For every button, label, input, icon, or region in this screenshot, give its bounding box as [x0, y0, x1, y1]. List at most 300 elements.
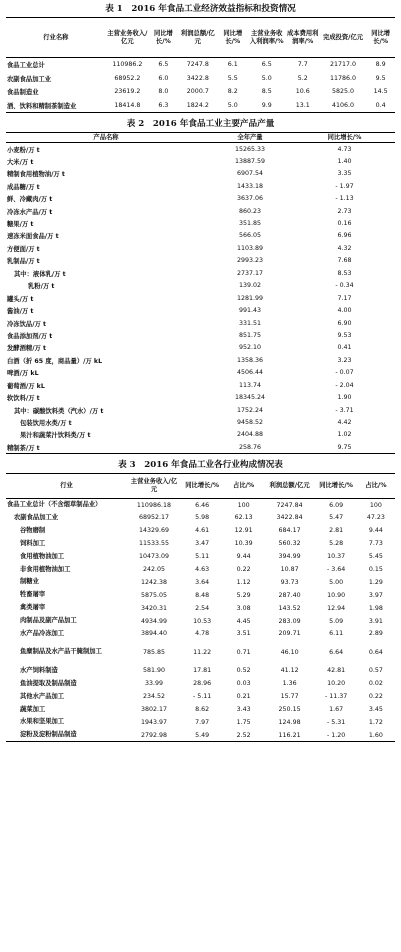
table-cell: 9.44 [236, 553, 251, 561]
table-cell: 12.94 [327, 604, 346, 612]
table-row [6, 499, 395, 512]
table-cell: 4.00 [337, 307, 352, 315]
header-cell: 主营业务收入利润率/% [248, 18, 286, 58]
row-label: 鱼糜制品及水产品干腌制加工 [20, 648, 102, 656]
table-cell: 5.28 [329, 540, 344, 548]
row-label: 牲畜屠宰 [20, 591, 46, 599]
table-cell: 5.49 [195, 731, 210, 739]
header-cell: 行业名称 [6, 18, 106, 58]
row-label: 其中：液体乳/万 t [14, 270, 66, 278]
table-cell: 8.0 [158, 88, 169, 96]
table-row [6, 729, 395, 742]
row-label: 冷冻饮品/万 t [7, 320, 46, 328]
table-cell: 952.10 [238, 344, 262, 352]
header-cell: 同比增长/% [149, 18, 178, 58]
header-cell: 同比增长/% [181, 474, 224, 499]
table-cell: 8.62 [195, 706, 210, 714]
table-cell: 331.51 [238, 319, 262, 327]
table-cell: 1943.97 [140, 718, 167, 726]
table-cell: 3637.06 [236, 195, 264, 203]
table-row [6, 391, 395, 403]
table2 [6, 132, 395, 454]
table-row [6, 230, 395, 242]
row-label: 糖果/万 t [7, 221, 34, 229]
table-cell: 9458.52 [236, 419, 264, 427]
table2-header-row [6, 133, 395, 143]
table-cell: 9.44 [368, 527, 383, 535]
table-row [6, 367, 395, 379]
table-cell: 5.09 [329, 617, 344, 625]
table-cell: 10.87 [280, 566, 299, 574]
header-cell: 全年产量 [206, 133, 294, 143]
table-cell: 7247.8 [186, 61, 209, 69]
table-cell: 7.97 [195, 718, 210, 726]
header-cell: 利润总额/亿元 [264, 474, 316, 499]
table-cell: 10.6 [295, 88, 310, 96]
row-label: 水产品冷冻加工 [20, 629, 65, 637]
table-row [6, 317, 395, 329]
table-cell: 10.53 [193, 617, 212, 625]
table-cell: 283.09 [278, 617, 301, 625]
table-cell: 6.5 [261, 61, 272, 69]
table-cell: 12.91 [234, 527, 253, 535]
table-cell: 10.90 [327, 591, 346, 599]
table-row [6, 242, 395, 254]
row-label: 包装饮用水类/万 t [20, 420, 72, 428]
table-cell: 1358.36 [236, 356, 264, 364]
table-cell: 6.5 [158, 61, 169, 69]
row-label: 食品工业总计 [7, 62, 45, 70]
table-row [6, 155, 395, 167]
table-row [6, 255, 395, 267]
header-cell: 同比增长/% [294, 133, 395, 143]
table-cell: 4506.44 [236, 369, 264, 377]
table-cell: 3422.84 [276, 514, 303, 522]
row-label: 水果和坚果加工 [20, 718, 65, 726]
table-cell: 8.9 [375, 61, 386, 69]
row-label: 食品添加剂/万 t [7, 332, 53, 340]
table-cell: 41.12 [280, 667, 299, 675]
table-cell: 1.36 [282, 680, 297, 688]
table-cell: 28.96 [193, 680, 212, 688]
table-cell: 0.52 [236, 667, 251, 675]
table-row [6, 329, 395, 341]
table-row [6, 576, 395, 589]
table-row [6, 441, 395, 453]
table-row [6, 703, 395, 716]
table-cell: 3894.40 [140, 630, 167, 638]
table-cell: 209.71 [278, 630, 301, 638]
table-cell: 6.1 [227, 61, 238, 69]
table-cell: 6.90 [337, 319, 352, 327]
table-row [6, 716, 395, 729]
table-cell: 8.48 [195, 591, 210, 599]
table-cell: 351.85 [238, 220, 262, 228]
table-cell: 1433.18 [236, 182, 264, 190]
table-cell: 1.02 [337, 431, 352, 439]
table-cell: - 11.37 [324, 693, 348, 701]
table-cell: 62.13 [234, 514, 253, 522]
table-cell: 1242.38 [140, 578, 167, 586]
table-row [6, 628, 395, 641]
table-cell: 0.21 [236, 693, 251, 701]
table-cell: 15265.33 [234, 145, 266, 153]
table-row [6, 168, 395, 180]
table-cell: 113.74 [238, 381, 262, 389]
table-cell: 9.75 [337, 443, 352, 451]
table-cell: 110986.2 [112, 61, 143, 69]
table-cell: 4.61 [195, 527, 210, 535]
table-row [6, 99, 395, 113]
table-cell: 6.64 [329, 648, 344, 656]
table-cell: 42.81 [327, 667, 346, 675]
table-cell: 6.09 [329, 501, 344, 509]
table-cell: 110986.18 [136, 501, 171, 509]
table-cell: 5.2 [297, 74, 308, 82]
table-cell: 5.45 [368, 553, 383, 561]
table-cell: 139.02 [238, 282, 262, 290]
table-cell: 3.51 [236, 630, 251, 638]
table-cell: 3.64 [195, 578, 210, 586]
table-cell: 0.22 [368, 693, 383, 701]
table-cell: 6.0 [158, 74, 169, 82]
table-cell: 6.11 [329, 630, 344, 638]
table-cell: 100 [237, 501, 250, 509]
table-cell: 0.41 [337, 344, 352, 352]
table3 [6, 473, 395, 742]
table-cell: 1.90 [337, 394, 352, 402]
row-label: 软饮料/万 t [7, 395, 40, 403]
header-cell: 利润总额/亿元 [178, 18, 218, 58]
table-cell: 1.40 [337, 157, 352, 165]
table-cell: 2737.17 [236, 269, 264, 277]
table-cell: 2.54 [195, 604, 210, 612]
table-cell: 6.46 [195, 501, 210, 509]
table-cell: 9.53 [337, 331, 352, 339]
table-cell: 560.32 [278, 540, 301, 548]
table-cell: 860.23 [238, 207, 262, 215]
row-label: 果汁和蔬菜汁饮料类/万 t [20, 432, 91, 440]
table-cell: 1281.99 [236, 294, 264, 302]
table-cell: - 1.20 [326, 731, 346, 739]
table-cell: 4.63 [195, 566, 210, 574]
table-cell: - 5.31 [326, 718, 346, 726]
table-cell: 2.52 [236, 731, 251, 739]
table-cell: 0.02 [368, 680, 383, 688]
table-cell: 1752.24 [236, 406, 264, 414]
header-cell: 同比增长/% [218, 18, 248, 58]
table-cell: 258.76 [238, 443, 262, 451]
table-cell: 7.7 [297, 61, 308, 69]
table-cell: 33.99 [144, 680, 163, 688]
table-cell: 10.20 [327, 680, 346, 688]
table-cell: 7.73 [368, 540, 383, 548]
table-cell: 684.17 [278, 527, 301, 535]
row-label: 速冻米面食品/万 t [7, 233, 59, 241]
table-cell: 0.71 [236, 648, 251, 656]
table-cell: 15.77 [280, 693, 299, 701]
table-row [6, 640, 395, 664]
row-label: 禽类屠宰 [20, 604, 46, 612]
table-cell: 4934.99 [140, 617, 167, 625]
header-cell: 行业 [6, 474, 127, 499]
table-cell: 46.10 [280, 648, 299, 656]
table-cell: 287.40 [278, 591, 301, 599]
table1 [6, 17, 395, 113]
table-cell: 0.22 [236, 566, 251, 574]
table-cell: 4.78 [195, 630, 210, 638]
table-cell: 4.73 [337, 145, 352, 153]
table-cell: 2404.88 [236, 431, 264, 439]
row-label: 农副食品加工业 [7, 75, 52, 83]
table-cell: - 1.97 [335, 182, 354, 190]
table-cell: 13887.59 [234, 157, 266, 165]
table-row [6, 589, 395, 602]
table-cell: 7247.84 [276, 501, 303, 509]
table-cell: 5.5 [227, 74, 238, 82]
row-label: 其他水产品加工 [20, 692, 65, 700]
table-cell: 5.11 [195, 553, 210, 561]
table-cell: 10473.09 [138, 553, 169, 561]
table-cell: 3.91 [368, 617, 383, 625]
row-label: 水产饲料制造 [20, 666, 58, 674]
table-row [6, 512, 395, 525]
table-cell: 8.5 [261, 88, 272, 96]
table-cell: 1.98 [368, 604, 383, 612]
table-row [6, 304, 395, 316]
table-row [6, 58, 395, 72]
table-cell: 9.9 [261, 102, 272, 110]
row-label: 谷物磨制 [20, 526, 46, 534]
row-label: 精制食用植物油/万 t [7, 171, 65, 179]
row-label: 精制茶/万 t [7, 444, 40, 452]
table-cell: 1.60 [368, 731, 383, 739]
table-cell: 3422.8 [186, 74, 209, 82]
row-label: 淀粉及淀粉制品制造 [20, 731, 77, 739]
table2-caption: 表 2 2016 年食品工业主要产品产量 [126, 119, 275, 130]
row-label: 乳制品/万 t [7, 258, 40, 266]
table-cell: 1.67 [329, 706, 344, 714]
table-row [6, 71, 395, 85]
table-cell: 6907.54 [236, 170, 264, 178]
table-cell: 4.32 [337, 244, 352, 252]
table-cell: 3.43 [236, 706, 251, 714]
table1-caption: 表 1 2016 年食品工业经济效益指标和投资情况 [105, 4, 296, 14]
row-label: 农副食品加工业 [14, 513, 59, 521]
row-label: 乳粉/万 t [28, 283, 55, 291]
table-cell: 4106.0 [331, 102, 355, 110]
row-label: 其中：碳酸饮料类（汽水）/万 t [14, 407, 104, 415]
table-row [6, 342, 395, 354]
table-cell: 9.5 [375, 74, 386, 82]
table-cell: 3.08 [236, 604, 251, 612]
header-cell: 同比增长/% [315, 474, 356, 499]
table-row [6, 292, 395, 304]
table-cell: 8.2 [227, 88, 238, 96]
header-cell: 同比增长/% [366, 18, 395, 58]
table-row [6, 143, 395, 155]
table-cell: 1103.89 [236, 244, 264, 252]
table3-caption: 表 3 2016 年食品工业各行业构成情况表 [118, 460, 283, 471]
table-cell: 100 [369, 501, 382, 509]
table-cell: 0.4 [375, 102, 386, 110]
row-label: 白酒（折 65 度，商品量）/万 kL [7, 357, 103, 365]
table-cell: 851.75 [238, 331, 262, 339]
row-label: 食品制造业 [7, 89, 39, 97]
table-row [6, 217, 395, 229]
table-row [6, 416, 395, 428]
table-cell: 21717.0 [329, 61, 357, 69]
table-cell: 11533.55 [138, 540, 169, 548]
table-cell: 2.89 [368, 630, 383, 638]
row-label: 蔬菜加工 [20, 705, 46, 713]
table-row [6, 205, 395, 217]
table-cell: 14329.69 [138, 527, 169, 535]
table-row [6, 664, 395, 677]
row-label: 制糖业 [20, 578, 39, 586]
table-row [6, 267, 395, 279]
table-cell: 242.05 [142, 566, 165, 574]
table-cell: 1.29 [368, 578, 383, 586]
header-cell: 产品名称 [6, 133, 206, 143]
table-cell: 0.03 [236, 680, 251, 688]
row-label: 方便面/万 t [7, 245, 40, 253]
table-row [6, 354, 395, 366]
table-cell: 6.96 [337, 232, 352, 240]
table-cell: 13.1 [295, 102, 310, 110]
table-row [6, 192, 395, 204]
table-cell: - 2.04 [335, 381, 354, 389]
table-cell: 93.73 [280, 578, 299, 586]
table-cell: 5.47 [329, 514, 344, 522]
table-row [6, 429, 395, 441]
table-cell: 3420.31 [140, 604, 167, 612]
table-cell: 1.12 [236, 578, 251, 586]
table-row [6, 550, 395, 563]
table-cell: 785.85 [142, 648, 165, 656]
table-cell: 3.35 [337, 170, 352, 178]
table-cell: 566.05 [238, 232, 262, 240]
table-cell: 68952.17 [138, 514, 169, 522]
header-cell: 主营业务收入/亿元 [127, 474, 181, 499]
row-label: 葡萄酒/万 kL [7, 382, 45, 390]
table-cell: - 1.13 [335, 195, 354, 203]
table-cell: 5.98 [195, 514, 210, 522]
table-cell: 394.99 [278, 553, 301, 561]
table-cell: 1.75 [236, 718, 251, 726]
table-cell: 3802.17 [140, 706, 167, 714]
header-cell: 成本费用利润率/% [286, 18, 320, 58]
table-cell: 10.37 [327, 553, 346, 561]
table-cell: - 0.34 [335, 282, 354, 290]
table-cell: 7.68 [337, 257, 352, 265]
table-cell: 4.42 [337, 419, 352, 427]
table-cell: - 5.11 [193, 693, 212, 701]
table-cell: 991.43 [238, 307, 262, 315]
row-label: 大米/万 t [7, 158, 34, 166]
header-cell: 占比/% [223, 474, 263, 499]
table-cell: 3.97 [368, 591, 383, 599]
table-cell: 3.23 [337, 356, 352, 364]
table-cell: 0.57 [368, 667, 383, 675]
table-cell: 5.0 [261, 74, 272, 82]
row-label: 食用植物油加工 [20, 552, 65, 560]
table-cell: 47.23 [366, 514, 385, 522]
table-cell: 0.16 [337, 220, 352, 228]
table-cell: 18345.24 [234, 394, 266, 402]
table-cell: 11.22 [193, 648, 212, 656]
table-cell: 11786.0 [329, 74, 357, 82]
table-cell: 1.72 [368, 718, 383, 726]
table-row [6, 85, 395, 99]
row-label: 饲料加工 [20, 539, 46, 547]
table-cell: 2.73 [337, 207, 352, 215]
table-cell: 2792.98 [140, 731, 167, 739]
table-cell: 1824.2 [186, 102, 209, 110]
table-cell: 116.21 [278, 731, 301, 739]
header-cell: 占比/% [357, 474, 395, 499]
header-cell: 主营业务收入/亿元 [106, 18, 149, 58]
table-cell: - 0.07 [335, 369, 354, 377]
table-row [6, 280, 395, 292]
row-label: 发酵酒精/万 t [7, 345, 46, 353]
row-label: 酒、饮料和精制茶制造业 [7, 103, 77, 111]
table-cell: 2000.7 [186, 88, 209, 96]
row-label: 非食用植物油加工 [20, 565, 71, 573]
table-cell: 6.3 [158, 102, 169, 110]
table-row [6, 690, 395, 703]
row-label: 食品工业总计（不含烟草制品业） [7, 501, 102, 509]
table-cell: 250.15 [278, 706, 301, 714]
row-label: 冷冻水产品/万 t [7, 208, 53, 216]
table-cell: 2993.23 [236, 257, 264, 265]
row-label: 鱼油提取及制品制造 [20, 679, 77, 687]
row-label: 成品糖/万 t [7, 183, 40, 191]
table-cell: - 3.71 [335, 406, 354, 414]
table-cell: 124.98 [278, 718, 301, 726]
table-row [6, 615, 395, 628]
table-cell: 14.5 [373, 88, 388, 96]
table-cell: 17.81 [193, 667, 212, 675]
table-row [6, 537, 395, 550]
table1-header-row [6, 18, 395, 58]
table-cell: 8.53 [337, 269, 352, 277]
table-cell: 0.64 [368, 648, 383, 656]
table-cell: 5.29 [236, 591, 251, 599]
header-cell: 完成投资/亿元 [320, 18, 367, 58]
row-label: 罐头/万 t [7, 295, 34, 303]
table-cell: 234.52 [142, 693, 165, 701]
row-label: 鲜、冷藏肉/万 t [7, 196, 53, 204]
table-row [6, 379, 395, 391]
table-cell: 3.45 [368, 706, 383, 714]
table-cell: 5875.05 [140, 591, 167, 599]
table-row [6, 677, 395, 690]
table-cell: 581.90 [142, 667, 165, 675]
table-cell: 5.0 [227, 102, 238, 110]
table-row [6, 602, 395, 615]
row-label: 啤酒/万 kL [7, 370, 39, 378]
table-cell: 10.39 [234, 540, 253, 548]
table-cell: 4.45 [236, 617, 251, 625]
table-cell: 7.17 [337, 294, 352, 302]
table-cell: 23619.2 [114, 88, 141, 96]
table-cell: 68952.2 [114, 74, 141, 82]
table-cell: 5825.0 [331, 88, 355, 96]
table-cell: 0.15 [368, 566, 383, 574]
row-label: 小麦粉/万 t [7, 146, 40, 154]
table-cell: 143.52 [278, 604, 301, 612]
